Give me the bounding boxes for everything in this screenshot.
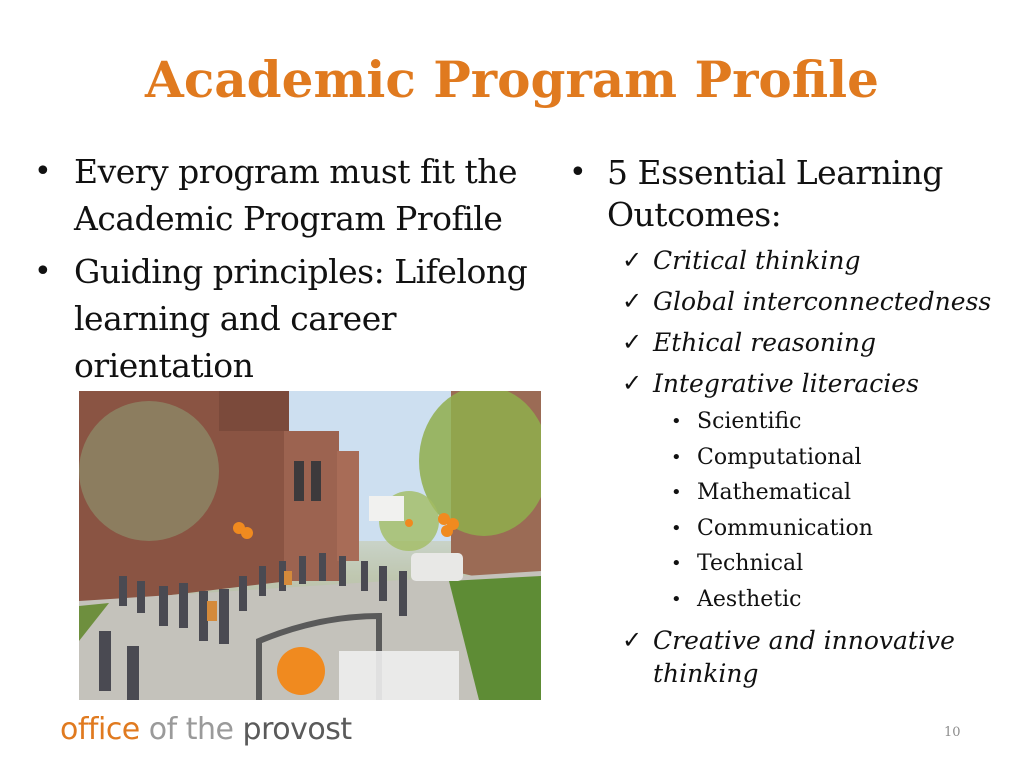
- list-item: [565, 440, 1005, 476]
- list-item: [30, 148, 560, 242]
- checkmark-icon: ✓: [622, 246, 643, 274]
- bullet-dot-icon: •: [34, 254, 52, 289]
- literacy-text: Mathematical: [697, 480, 851, 506]
- bullet-dot-icon: •: [671, 446, 682, 468]
- logo-word-of-the: of the: [139, 712, 243, 747]
- literacy-text: Scientific: [697, 409, 802, 434]
- checkmark-icon: ✓: [622, 369, 643, 397]
- bullet-dot-icon: •: [671, 517, 682, 539]
- bullet-text: Guiding principles: Lifelong learning and career orientation: [74, 252, 528, 385]
- bullet-dot-icon: •: [671, 588, 682, 610]
- outcomes-heading: [565, 152, 1005, 236]
- list-item: [565, 281, 1005, 322]
- list-item: [565, 624, 1005, 690]
- logo-word-provost: provost: [242, 712, 352, 747]
- bullet-dot-icon: •: [569, 155, 587, 190]
- bullet-text: Every program must fit the Academic Program Profile: [74, 152, 518, 238]
- literacy-text: Communication: [697, 515, 873, 541]
- list-item: [565, 511, 1005, 547]
- outcome-text: Global interconnectedness: [653, 287, 992, 316]
- checkmark-icon: ✓: [622, 287, 643, 315]
- provost-logo: [60, 712, 352, 747]
- outcome-text: Ethical reasoning: [653, 328, 876, 357]
- outcomes-heading-text: 5 Essential Learning Outcomes:: [607, 153, 943, 234]
- bullet-dot-icon: •: [671, 553, 682, 575]
- list-item: [565, 240, 1005, 281]
- list-item: [565, 404, 1005, 440]
- list-item: [565, 582, 1005, 618]
- checkmark-icon: ✓: [622, 625, 643, 654]
- literacy-text: Aesthetic: [697, 586, 802, 612]
- outcomes-list-continued: [565, 624, 1005, 690]
- campus-photo-illustration: [79, 391, 541, 700]
- bullet-dot-icon: •: [671, 482, 682, 504]
- checkmark-icon: ✓: [622, 328, 643, 356]
- campus-photo: [79, 391, 541, 700]
- bullet-dot-icon: •: [34, 154, 52, 189]
- list-item: [565, 363, 1005, 404]
- left-bullet-list: [30, 148, 560, 395]
- learning-outcomes-panel: [565, 152, 1005, 690]
- slide-title: Academic Program Profile: [145, 50, 879, 109]
- list-item: [565, 546, 1005, 582]
- literacy-text: Technical: [697, 551, 804, 577]
- page-number: 10: [944, 725, 961, 740]
- list-item: [565, 475, 1005, 511]
- outcomes-list: [565, 240, 1005, 404]
- outcome-text: Integrative literacies: [653, 369, 919, 398]
- list-item: [30, 248, 560, 389]
- literacies-list: [565, 404, 1005, 618]
- bullet-dot-icon: •: [671, 411, 682, 432]
- outcome-text: Critical thinking: [653, 246, 861, 275]
- logo-word-office: office: [60, 712, 140, 747]
- literacy-text: Computational: [697, 444, 862, 470]
- outcome-text: Creative and innovative thinking: [653, 625, 955, 688]
- list-item: [565, 322, 1005, 363]
